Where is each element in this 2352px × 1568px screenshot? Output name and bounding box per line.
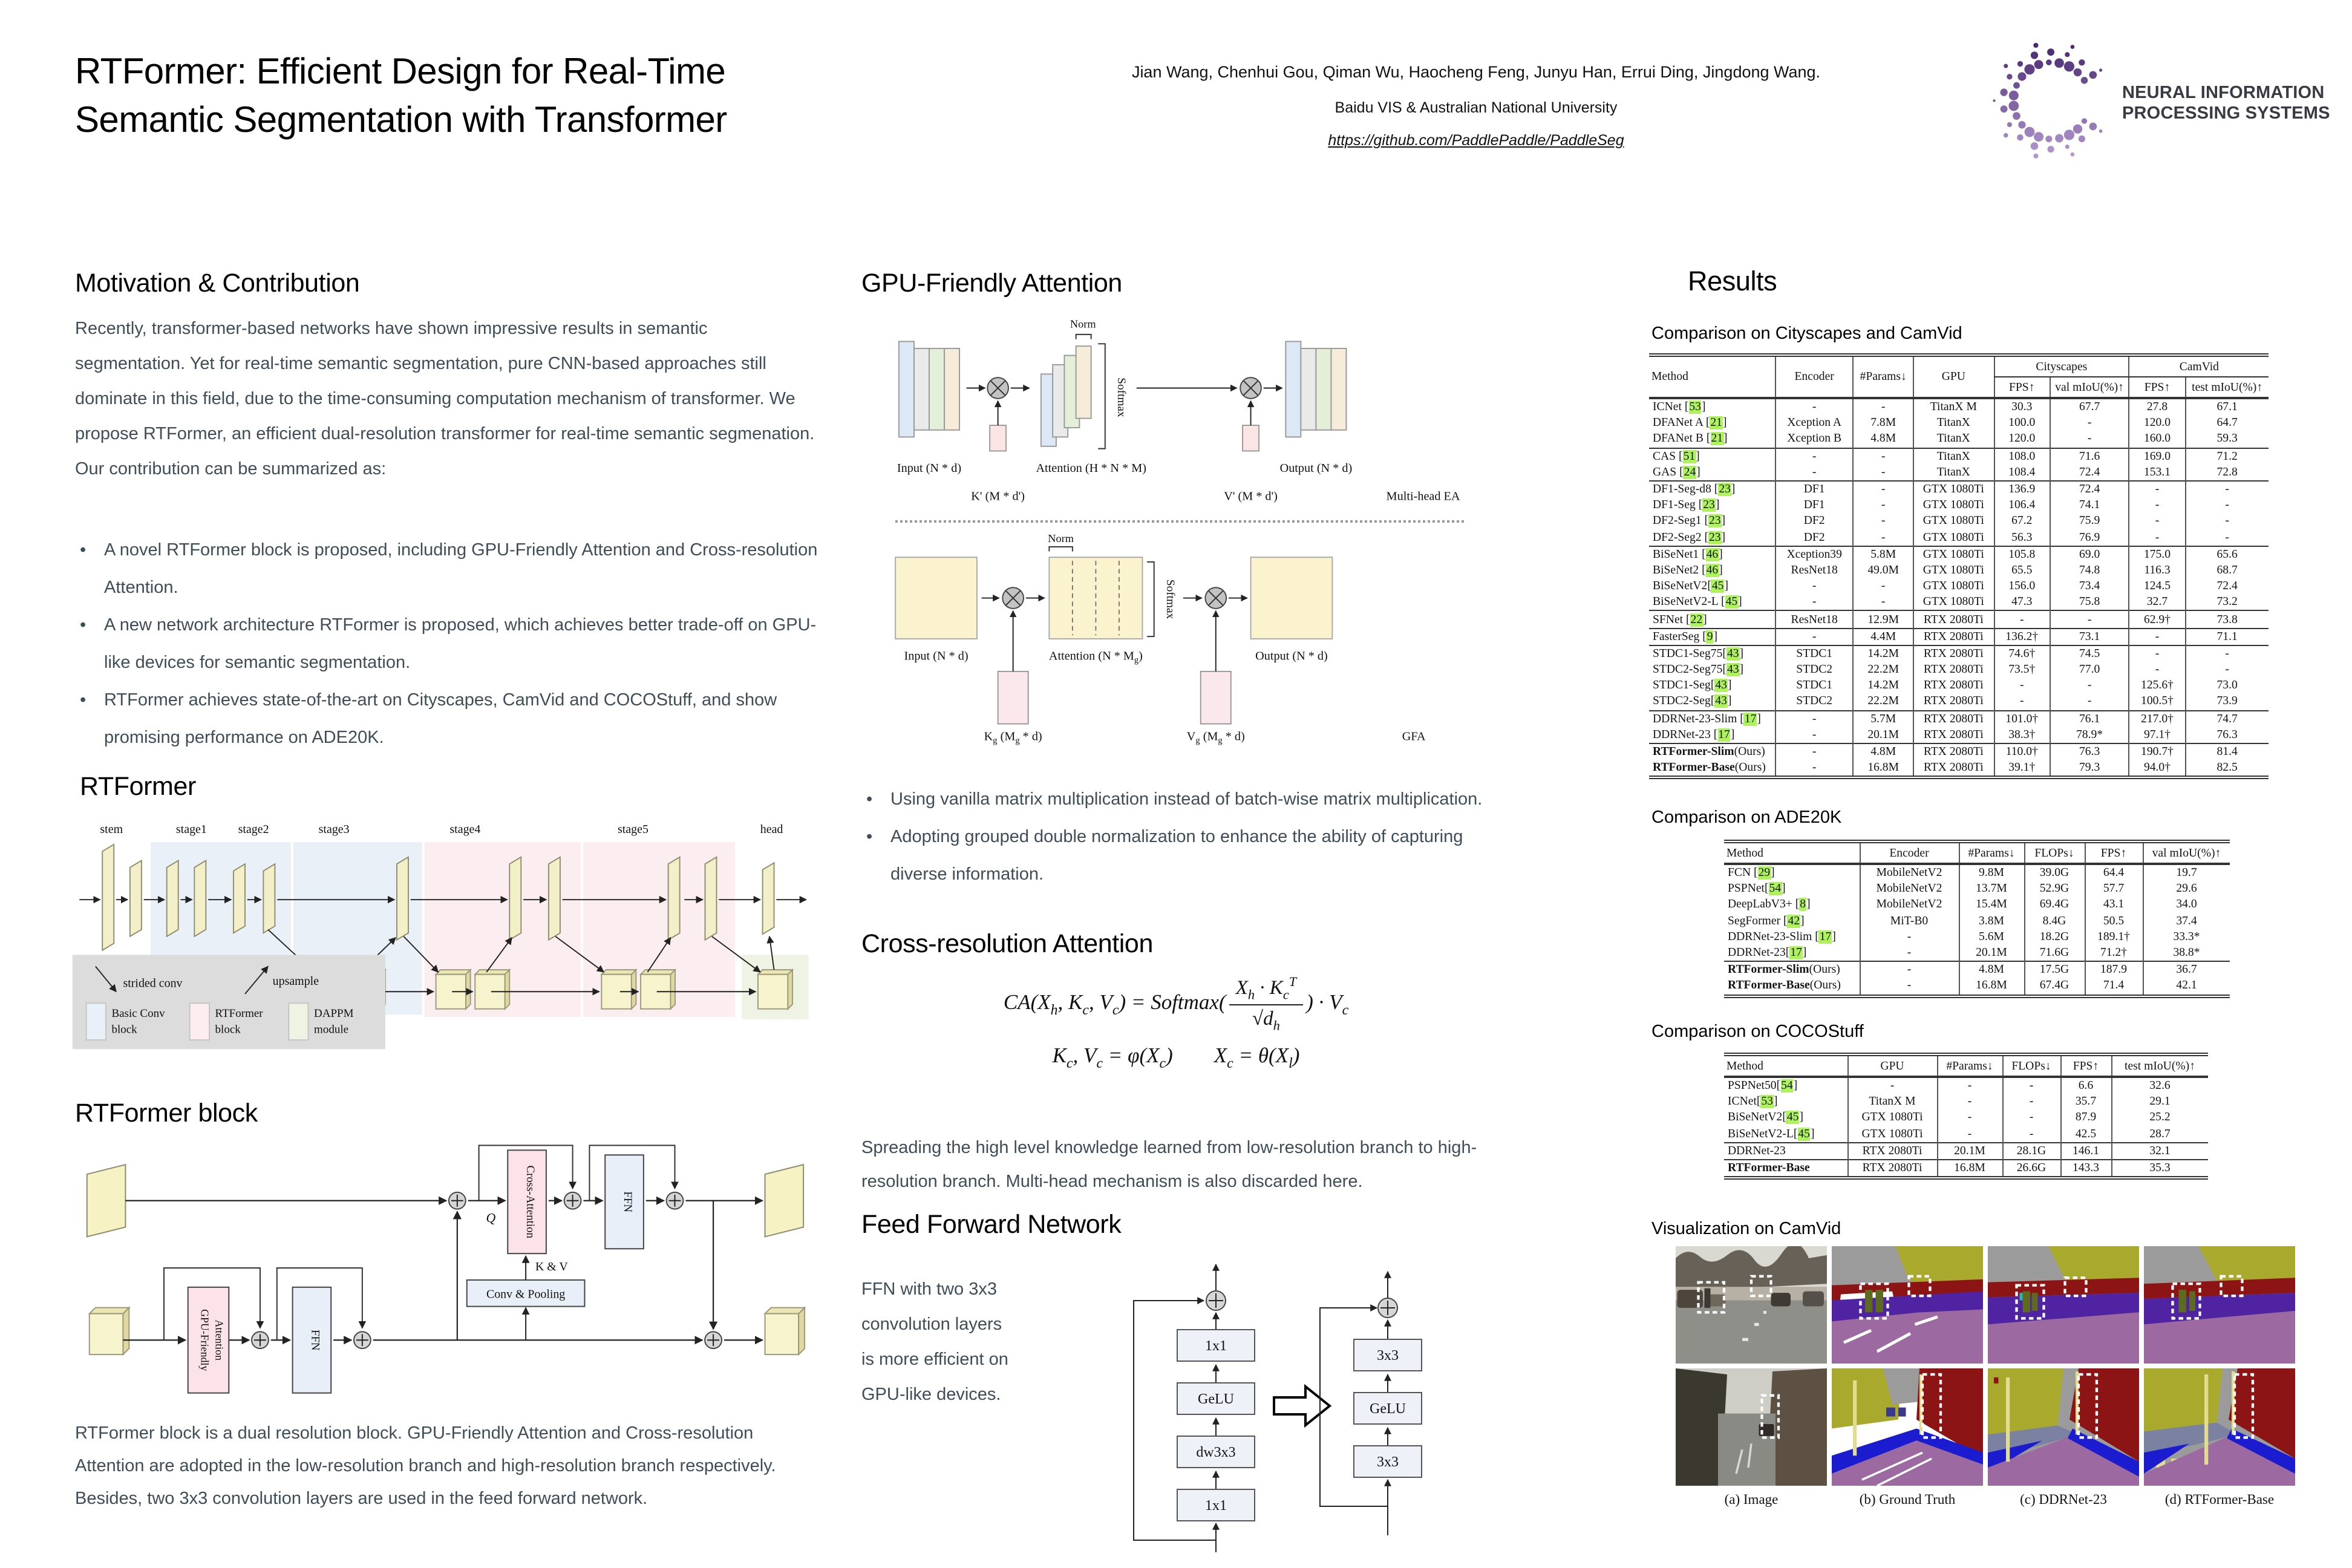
formula-lhs: $CA(X_h$, $K_c$, $V_c$) = Softmax(: [1003, 989, 1226, 1018]
ffn-label: FFN: [309, 1329, 322, 1351]
table-row: DeepLabV3+ [8] MobileNetV2 15.4M 69.4G 43.1 34.0: [1724, 897, 2230, 913]
authors-line: Jian Wang, Chenhui Gou, Qiman Wu, Haocheng Feng, Junyu Han, Errui Ding, Jingdong Wang.: [1131, 63, 1821, 81]
table-row: PSPNet50[54] - - - 6.6 32.6: [1724, 1077, 2208, 1094]
page-title: [75, 48, 1067, 145]
ffn-diagram: [1083, 1252, 1458, 1555]
neurips-swirl-icon: [1982, 29, 2117, 179]
table-row: FCN [29] MobileNetV2 9.8M 39.0G 64.4 19.7: [1724, 864, 2230, 881]
stage-label: stem: [100, 822, 123, 836]
viz-caption: (a) Image: [1724, 1493, 1779, 1508]
kg-label: $K_g$ $(M_g * d)$: [984, 730, 1042, 746]
viz-image-gt-1: [1832, 1246, 1983, 1364]
legend-upsample-label: upsample: [272, 974, 319, 988]
v-label: V' (M * d'): [1224, 489, 1278, 503]
multihead-ea-diagram: [866, 310, 1495, 513]
legend-label: block: [111, 1023, 137, 1036]
viz-caption: (d) RTFormer-Base: [2164, 1493, 2275, 1508]
title-line-2: Semantic Segmentation with Transformer: [75, 100, 727, 140]
table-row: RTFormer-Base(Ours) - 16.8M RTX 2080Ti 39.1† 79.3 94.0† 82.5: [1649, 760, 2269, 777]
section-cra: Cross-resolution Attention: [861, 929, 1153, 958]
table-row: SFNet [22] ResNet18 12.9M RTX 2080Ti - - 62.9† 73.8: [1649, 611, 2269, 628]
stage-label: stage1: [175, 822, 207, 836]
bullet-item: • Using vanilla matrix multiplication instead of batch-wise matrix multiplication.: [861, 782, 1491, 819]
gfa-tag-label: GFA: [1402, 730, 1426, 743]
viz-image-photo-1: [1676, 1246, 1827, 1364]
ffn-left-box-label: GeLU: [1198, 1391, 1234, 1407]
viz-caption: (b) Ground Truth: [1859, 1493, 1956, 1508]
table2-title: Comparison on ADE20K: [1651, 808, 1842, 828]
col-header: test mIoU(%)↑: [2185, 377, 2269, 398]
table-row: RTFormer-Base RTX 2080Ti 16.8M 26.6G 143.3 35.3: [1724, 1160, 2208, 1178]
ffn-label: FFN: [621, 1191, 635, 1213]
table1-title: Comparison on Cityscapes and CamVid: [1651, 324, 1962, 344]
col-header: Method: [1651, 370, 1688, 384]
section-ffn: Feed Forward Network: [861, 1210, 1122, 1239]
norm-label: Norm: [1070, 318, 1096, 330]
col-header: val mIoU(%)↑: [2143, 841, 2230, 864]
formula-line2b: $X_c = \theta(X_l)$: [1214, 1043, 1300, 1072]
stage-label: head: [760, 822, 783, 836]
table-row: DFANet A [21] Xception A 7.8M TitanX 100.0 - 120.0 64.7: [1649, 415, 2269, 431]
table-row: BiSeNetV2[45] GTX 1080Ti - - 87.9 25.2: [1724, 1110, 2208, 1126]
col-header: #Params↓: [1937, 1054, 2002, 1077]
softmax-label: Softmax: [1163, 579, 1177, 619]
col-header: val mIoU(%)↑: [2050, 377, 2129, 398]
table-row: BiSeNet2 [46] ResNet18 49.0M GTX 1080Ti 65.5 74.8 116.3 68.7: [1649, 563, 2269, 578]
col-header: FPS↑: [2085, 841, 2143, 864]
legend-label: module: [314, 1023, 349, 1036]
table-row: DDRNet-23-Slim [17] - 5.7M RTX 2080Ti 101.0† 76.1 217.0† 74.7: [1649, 710, 2269, 727]
multihead-ea-label: Multi-head EA: [1386, 489, 1460, 503]
authors-block: [1065, 63, 1887, 151]
table-row: RTFormer-Slim(Ours) - 4.8M RTX 2080Ti 110.0† 76.3 190.7† 81.4: [1649, 743, 2269, 760]
basic-conv-swatch: [87, 1003, 106, 1040]
table-row: DFANet B [21] Xception B 4.8M TitanX 120.0 - 160.0 59.3: [1649, 431, 2269, 448]
title-line-1: RTFormer: Efficient Design for Real-Time: [75, 52, 726, 92]
table-row: DDRNet-23 [17] - 20.1M RTX 2080Ti 38.3† 78.9* 97.1† 76.3: [1649, 727, 2269, 743]
norm-label: Norm: [1048, 532, 1074, 545]
bullet-item: • A novel RTFormer block is proposed, including GPU-Friendly Attention and Cross-resolution Attention.: [75, 532, 825, 607]
col-header: FLOPs↓: [2024, 841, 2085, 864]
kv-label: K & V: [535, 1260, 568, 1274]
diagram-divider: [895, 520, 1464, 523]
logo-line-1: NEURAL INFORMATION: [2122, 83, 2325, 103]
motivation-paragraph: Recently, transformer-based networks have shown impressive results in semantic segmentation. Yet for real-time semantic segmentation, pure CNN-based approaches still dominate in this field, due to the time-consuming computation mechanism of transformer. We propose RTFormer, an efficient dual-resolution transformer for real-time semantic segmenation. Our contribution can be summarized as:: [75, 319, 815, 479]
softmax-label: Softmax: [1115, 377, 1128, 417]
gfa-label-2: Attention: [213, 1319, 226, 1361]
table-row: ICNet[53] TitanX M - - 35.7 29.1: [1724, 1094, 2208, 1109]
table-row: ICNet [53] - - TitanX M 30.3 67.7 27.8 67.1: [1649, 398, 2269, 415]
input-label: Input (N * d): [904, 649, 969, 663]
attention-label: Attention $(N * M_g)$: [1048, 649, 1143, 665]
formula-rhs: ) · $V_c$: [1306, 989, 1349, 1018]
affiliation: Baidu VIS & Australian National University: [1334, 99, 1618, 116]
table-row: GAS [24] - - TitanX 108.4 72.4 153.1 72.8: [1649, 465, 2269, 481]
q-label: Q: [486, 1210, 496, 1226]
stage-label: stage3: [318, 822, 350, 836]
gfa-diagram: [866, 530, 1495, 748]
ffn-left-box-label: 1x1: [1205, 1338, 1227, 1354]
col-header: Encoder: [1775, 355, 1854, 398]
col-header: FLOPs↓: [2002, 1054, 2060, 1077]
input-label: Input (N * d): [897, 462, 962, 475]
cross-attention-label: Cross-Attention: [524, 1165, 537, 1238]
neurips-logo: [1982, 27, 2345, 181]
legend-label: DAPPM: [314, 1007, 354, 1021]
ade20k-table: [1724, 840, 2230, 998]
col-header: Method: [1726, 846, 1763, 860]
bullet-item: • Adopting grouped double normalization to enhance the ability of capturing diverse information.: [861, 819, 1491, 894]
col-header: Method: [1726, 1059, 1763, 1073]
viz-caption: (c) DDRNet-23: [2020, 1493, 2107, 1508]
stage-label: stage2: [238, 822, 269, 836]
dappm-swatch: [289, 1003, 308, 1040]
logo-line-2: PROCESSING SYSTEMS: [2122, 104, 2330, 123]
viz-image-rtformer-1: [2144, 1246, 2295, 1364]
viz-image-gt-2: [1832, 1368, 1983, 1486]
formula-line2a: $K_c$, $V_c = \varphi(X_c)$: [1052, 1043, 1173, 1072]
legend-strided-label: strided conv: [123, 976, 183, 990]
table-row: FasterSeg [9] - 4.4M RTX 2080Ti 136.2† 73.1 - 71.1: [1649, 628, 2269, 645]
ffn-right-box-label: 3x3: [1377, 1348, 1399, 1364]
table-row: RTFormer-Base(Ours) - 16.8M 67.4G 71.4 42.1: [1724, 978, 2230, 996]
col-header: test mIoU(%)↑: [2111, 1054, 2208, 1077]
viz-title: Visualization on CamVid: [1651, 1220, 1841, 1239]
table-row: BiSeNetV2-L[45] GTX 1080Ti - - 42.5 28.7: [1724, 1126, 2208, 1142]
cocostuff-table: [1724, 1053, 2208, 1180]
ffn-side-text: FFN with two 3x3 convolution layers is more efficient on GPU-like devices.: [861, 1280, 1008, 1405]
gfa-bullets: [861, 782, 1491, 894]
section-results: Results: [1688, 266, 1777, 296]
table-row: DF1-Seg-d8 [23] DF1 - GTX 1080Ti 136.9 72.4 - -: [1649, 481, 2269, 497]
rtformer-block-diagram: [70, 1137, 815, 1406]
group-header: Cityscapes: [1994, 355, 2129, 377]
col-header: GPU: [1847, 1054, 1937, 1077]
section-rtformer: RTFormer: [80, 772, 196, 801]
table3-title: Comparison on COCOStuff: [1651, 1022, 1864, 1042]
table-row: BiSeNetV2-L [45] - - GTX 1080Ti 47.3 75.8 32.7 73.2: [1649, 595, 2269, 611]
output-label: Output (N * d): [1279, 462, 1353, 475]
viz-image-ddrnet-1: [1988, 1246, 2139, 1364]
table-row: STDC2-Seg75[43] STDC2 22.2M RTX 2080Ti 73.5† 77.0 - -: [1649, 662, 2269, 678]
viz-captions: [1676, 1493, 2295, 1508]
section-motivation: Motivation & Contribution: [75, 269, 360, 298]
viz-image-rtformer-2: [2144, 1368, 2295, 1486]
table-row: STDC1-Seg75[43] STDC1 14.2M RTX 2080Ti 74.6† 74.5 - -: [1649, 645, 2269, 662]
col-header: FPS↑: [2060, 1054, 2111, 1077]
motivation-bullets: [75, 532, 825, 757]
ffn-left-box-label: 1x1: [1205, 1498, 1227, 1514]
stage-label: stage5: [617, 822, 648, 836]
gfa-label-1: GPU-Friendly: [198, 1309, 211, 1371]
legend-label: RTFormer: [215, 1007, 263, 1021]
col-header: #Params↓: [1959, 841, 2024, 864]
stage-label: stage4: [449, 822, 481, 836]
cra-formula: [861, 975, 1491, 1073]
col-header: Encoder: [1860, 841, 1959, 864]
col-header: #Params↓: [1854, 355, 1913, 398]
group-header: CamVid: [2129, 355, 2269, 377]
col-header: FPS↑: [2129, 377, 2186, 398]
table-row: STDC1-Seg[43] STDC1 14.2M RTX 2080Ti - - 125.6† 73.0: [1649, 678, 2269, 693]
output-label: Output (N * d): [1255, 649, 1328, 663]
k-label: K' (M * d'): [971, 489, 1025, 503]
bullet-item: • A new network architecture RTFormer is proposed, which achieves better trade-off on GPU-like devices for semantic segmentation.: [75, 607, 825, 682]
rtformer-architecture-diagram: [70, 813, 815, 1060]
table-row: BiSeNet1 [46] Xception39 5.8M GTX 1080Ti 105.8 69.0 175.0 65.6: [1649, 546, 2269, 562]
col-header: FPS↑: [1994, 377, 2050, 398]
table-row: RTFormer-Slim(Ours) - 4.8M 17.5G 187.9 36.7: [1724, 961, 2230, 978]
table-row: DF2-Seg2 [23] DF2 - GTX 1080Ti 56.3 76.9 - -: [1649, 529, 2269, 546]
formula-fraction: $\frac{X_h \cdot K_c^T}{√d_h}$: [1230, 975, 1303, 1033]
viz-image-ddrnet-2: [1988, 1368, 2139, 1486]
table-row: PSPNet[54] MobileNetV2 13.7M 52.9G 57.7 29.6: [1724, 881, 2230, 897]
conv-pooling-label: Conv & Pooling: [486, 1287, 566, 1301]
table-row: DDRNet-23[17] - 20.1M 71.6G 71.2† 38.8*: [1724, 945, 2230, 961]
section-gfa: GPU-Friendly Attention: [861, 269, 1122, 298]
table-row: BiSeNetV2[45] - - GTX 1080Ti 156.0 73.4 124.5 72.4: [1649, 578, 2269, 594]
architecture-legend: [73, 955, 385, 1049]
table-row: DF1-Seg [23] DF1 - GTX 1080Ti 106.4 74.1 - -: [1649, 497, 2269, 513]
bullet-item: • RTFormer achieves state-of-the-art on Cityscapes, CamVid and COCOStuff, and show promising performance on ADE20K.: [75, 682, 825, 757]
table-row: DF2-Seg1 [23] DF2 - GTX 1080Ti 67.2 75.9 - -: [1649, 514, 2269, 529]
legend-label: block: [215, 1023, 241, 1036]
ffn-right-box-label: GeLU: [1370, 1401, 1406, 1417]
table-row: SegFormer [42] MiT-B0 3.8M 8.4G 50.5 37.4: [1724, 913, 2230, 929]
cityscapes-camvid-table: [1649, 353, 2269, 780]
viz-image-photo-2: [1676, 1368, 1827, 1486]
table-row: DDRNet-23-Slim [17] - 5.6M 18.2G 189.1† 33.3*: [1724, 929, 2230, 945]
table-row: CAS [51] - - TitanX 108.0 71.6 169.0 71.2: [1649, 448, 2269, 464]
camvid-visualization-grid: [1676, 1246, 2295, 1486]
github-link[interactable]: https://github.com/PaddlePaddle/PaddleSeg: [1328, 132, 1624, 149]
neurips-logo-text: [2122, 83, 2330, 125]
section-rtformer-block: RTFormer block: [75, 1099, 258, 1128]
legend-label: Basic Conv: [111, 1007, 165, 1021]
transform-arrow-icon: [1274, 1387, 1330, 1425]
attention-label: Attention (H * N * M): [1036, 462, 1146, 475]
ffn-right-box-label: 3x3: [1377, 1454, 1399, 1470]
cra-note: Spreading the high level knowledge learned from low-resolution branch to high-resolution branch. Multi-head mechanism is also discarded here.: [861, 1138, 1477, 1192]
rtformer-block-swatch: [190, 1003, 209, 1040]
col-header: GPU: [1913, 355, 1994, 398]
table-row: STDC2-Seg[43] STDC2 22.2M RTX 2080Ti - - 100.5† 73.9: [1649, 694, 2269, 710]
table-row: DDRNet-23 RTX 2080Ti 20.1M 28.1G 146.1 32.1: [1724, 1143, 2208, 1160]
vg-label: $V_g$ $(M_g * d)$: [1186, 730, 1245, 746]
ffn-left-box-label: dw3x3: [1196, 1445, 1236, 1460]
block-caption: RTFormer block is a dual resolution block. GPU-Friendly Attention and Cross-resolution Attention are adopted in the low-resolution branch and high-resolution branch respectively. Besides, two 3x3 convolution layers are used in the feed forward network.: [75, 1424, 776, 1509]
